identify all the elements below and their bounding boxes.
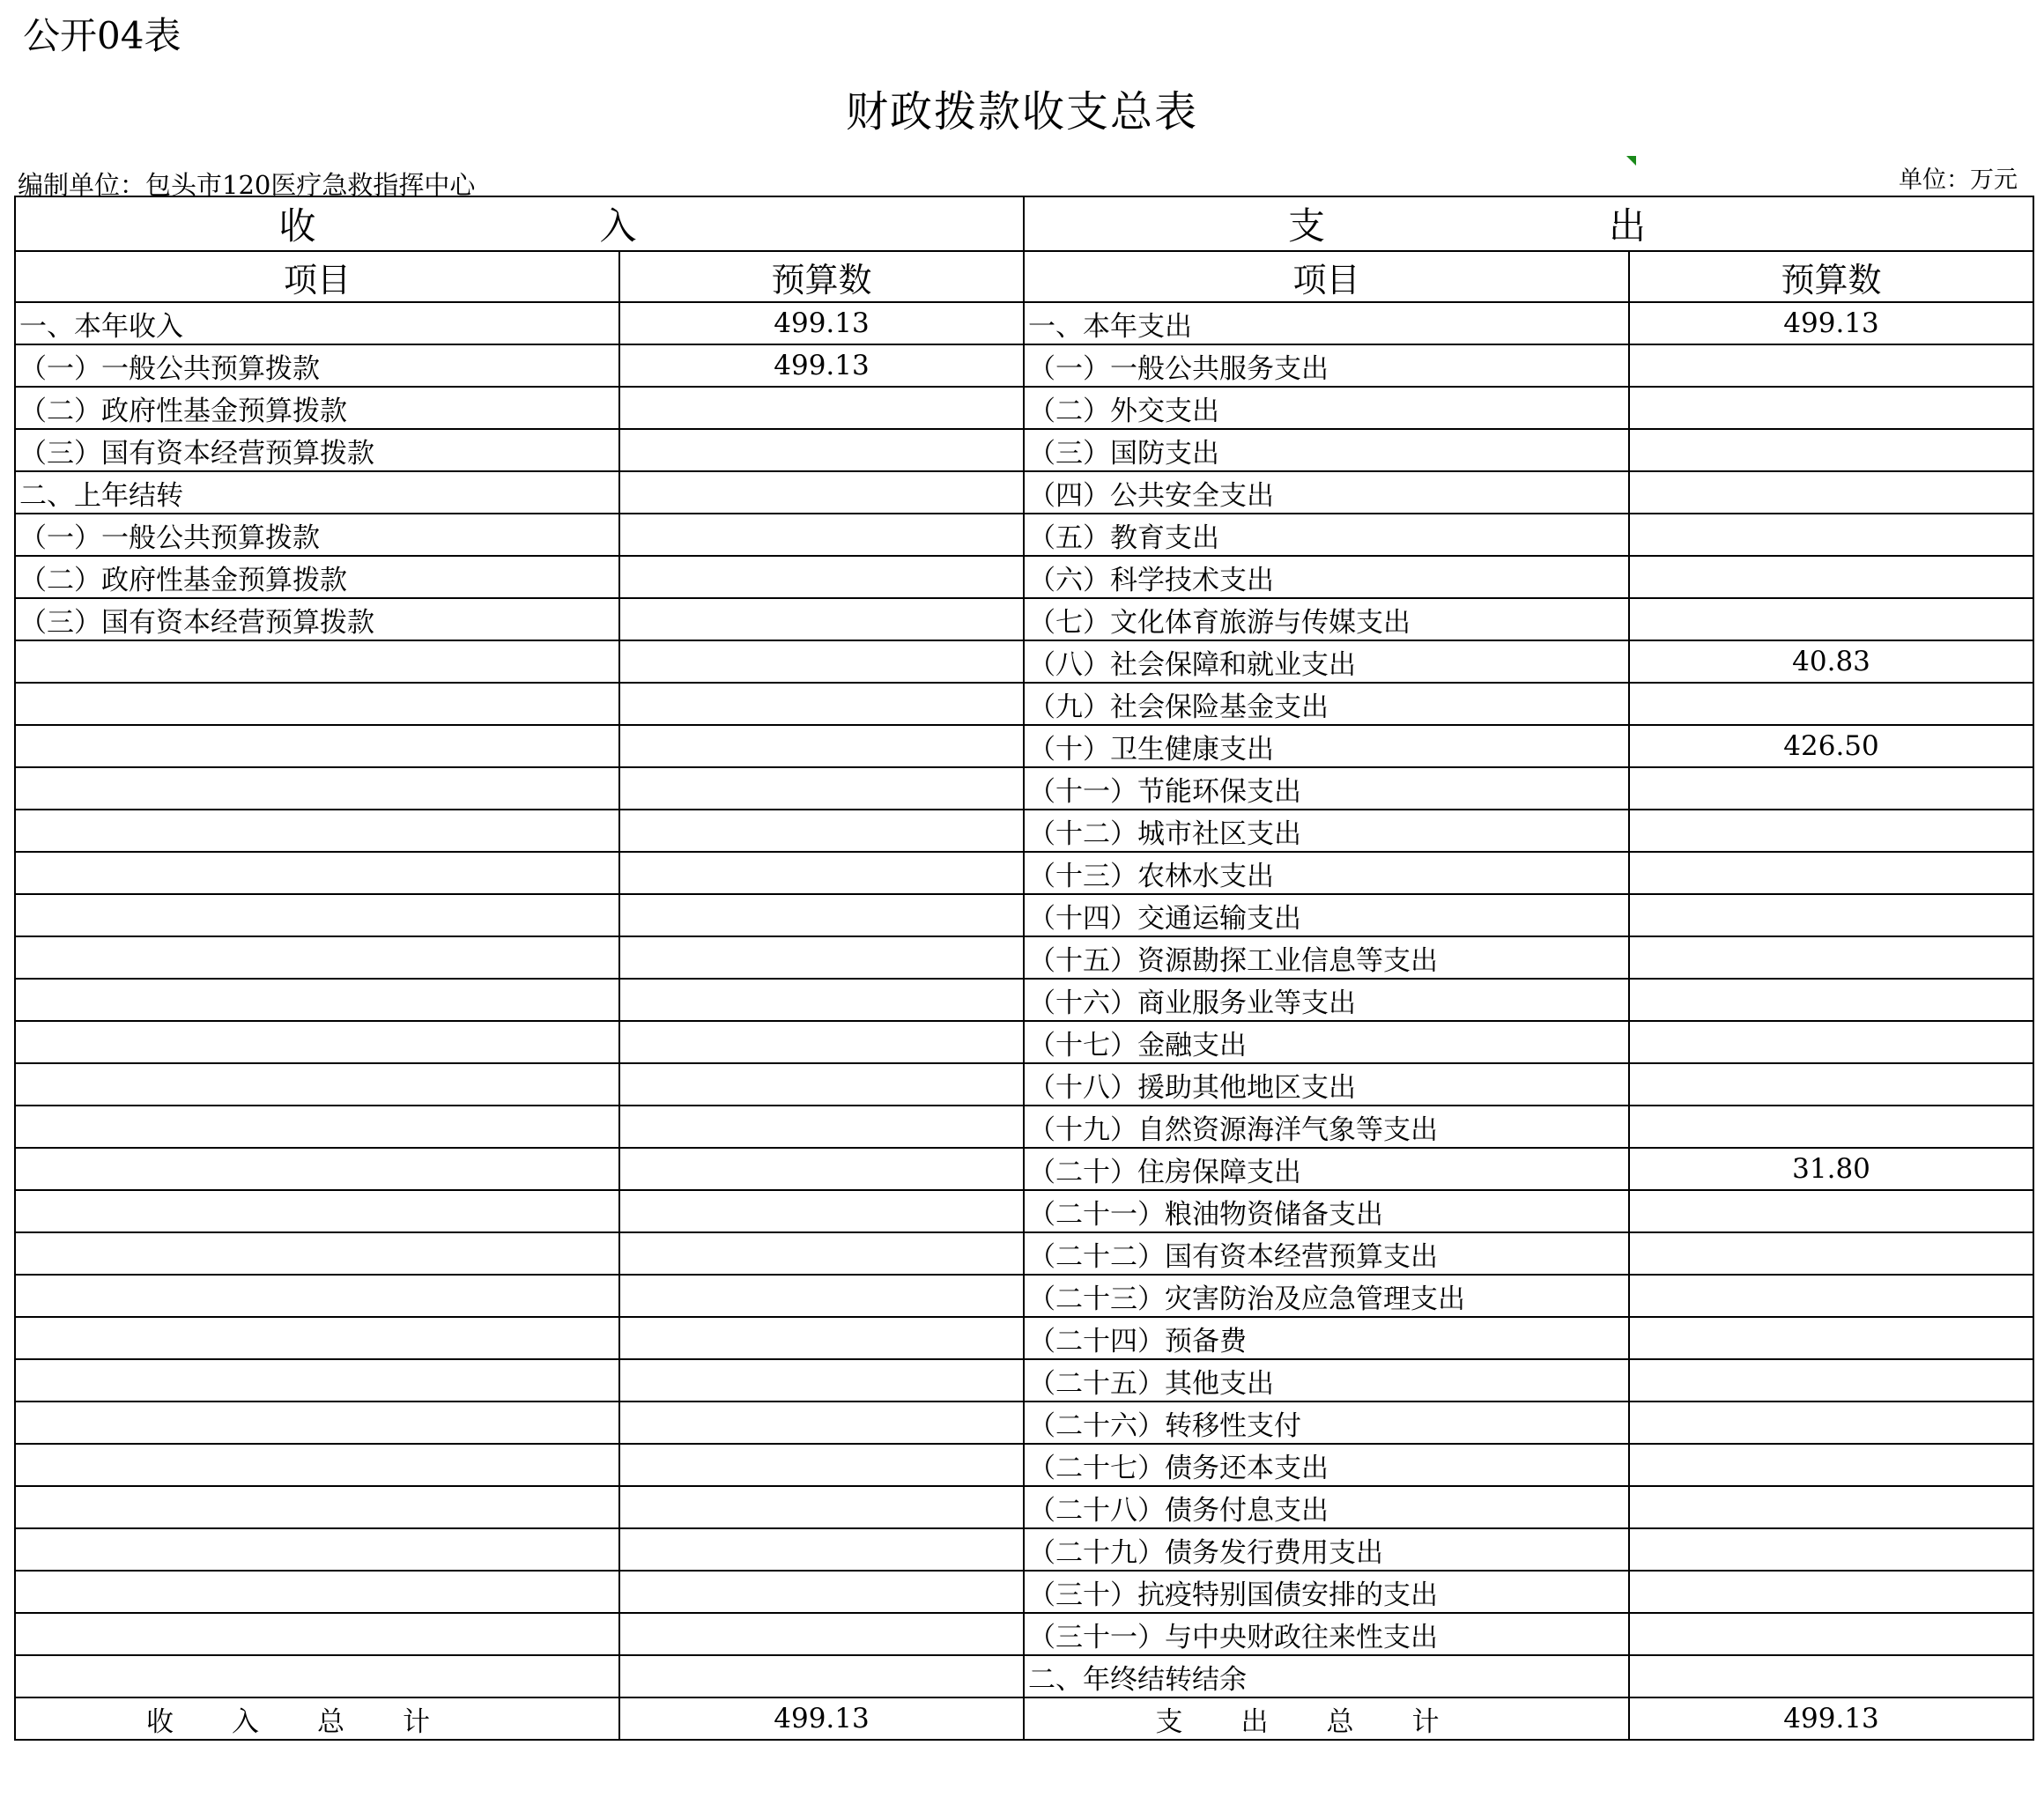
expense-item-cell: （二十七）债务还本支出 — [1024, 1444, 1629, 1486]
income-item-cell — [15, 1655, 619, 1697]
income-item-cell — [15, 1317, 619, 1359]
table-row — [15, 640, 2033, 683]
expense-budget-cell — [1629, 810, 2033, 852]
income-budget-cell — [619, 1444, 1024, 1486]
table-row — [15, 810, 2033, 852]
expense-budget-cell: 31.80 — [1629, 1148, 2033, 1190]
expense-item-cell: （二十六）转移性支付 — [1024, 1402, 1629, 1444]
expense-item-cell: （十九）自然资源海洋气象等支出 — [1024, 1106, 1629, 1148]
income-total-value-cell — [619, 1697, 1024, 1740]
income-item-cell: 一、本年收入 — [15, 302, 619, 344]
income-item-cell — [15, 979, 619, 1021]
expense-budget-cell — [1629, 1655, 2033, 1697]
unit-label: 单位：万元 — [1899, 166, 2018, 194]
income-section-header — [15, 196, 1024, 251]
table-row — [15, 852, 2033, 894]
income-item-cell — [15, 1486, 619, 1528]
expense-item-cell: （十四）交通运输支出 — [1024, 894, 1629, 936]
income-item-cell: （三）国有资本经营预算拨款 — [15, 429, 619, 471]
table-row — [15, 1402, 2033, 1444]
table-row — [15, 302, 2033, 344]
expense-item-cell: （二十）住房保障支出 — [1024, 1148, 1629, 1190]
income-budget-cell — [619, 556, 1024, 598]
income-budget-cell — [619, 725, 1024, 767]
income-item-cell: 二、上年结转 — [15, 471, 619, 514]
expense-item-cell: （二十五）其他支出 — [1024, 1359, 1629, 1402]
table-row — [15, 344, 2033, 387]
income-item-cell — [15, 1021, 619, 1063]
table-body — [15, 196, 2033, 1740]
expense-budget-cell — [1629, 1444, 2033, 1486]
income-budget-cell — [619, 1317, 1024, 1359]
table-row — [15, 1486, 2033, 1528]
expense-item-cell: （二十一）粮油物资储备支出 — [1024, 1190, 1629, 1232]
income-item-cell: （二）政府性基金预算拨款 — [15, 387, 619, 429]
expense-item-header: 项目 — [1024, 251, 1629, 302]
expense-budget-cell — [1629, 1402, 2033, 1444]
table-row — [15, 1359, 2033, 1402]
expense-budget-cell — [1629, 1317, 2033, 1359]
expense-item-cell: （七）文化体育旅游与传媒支出 — [1024, 598, 1629, 640]
table-row — [15, 1232, 2033, 1275]
expense-budget-cell — [1629, 1275, 2033, 1317]
expense-budget-cell — [1629, 936, 2033, 979]
expense-item-cell: 一、本年支出 — [1024, 302, 1629, 344]
table-row — [15, 1021, 2033, 1063]
expense-item-cell: （六）科学技术支出 — [1024, 556, 1629, 598]
table-row — [15, 979, 2033, 1021]
income-budget-cell — [619, 640, 1024, 683]
table-row — [15, 1613, 2033, 1655]
income-item-cell — [15, 1613, 619, 1655]
expense-budget-cell — [1629, 429, 2033, 471]
expense-budget-cell — [1629, 767, 2033, 810]
expense-budget-cell — [1629, 1359, 2033, 1402]
expense-budget-cell — [1629, 979, 2033, 1021]
income-budget-cell — [619, 1190, 1024, 1232]
income-budget-cell: 499.13 — [619, 344, 1024, 387]
expense-budget-cell — [1629, 344, 2033, 387]
expense-budget-cell: 499.13 — [1629, 302, 2033, 344]
income-item-cell — [15, 1063, 619, 1106]
income-budget-cell — [619, 1359, 1024, 1402]
expense-item-cell: （十）卫生健康支出 — [1024, 725, 1629, 767]
income-item-cell — [15, 1571, 619, 1613]
income-item-cell — [15, 936, 619, 979]
expense-budget-cell — [1629, 1486, 2033, 1528]
income-item-cell: （三）国有资本经营预算拨款 — [15, 598, 619, 640]
expense-budget-cell — [1629, 683, 2033, 725]
expense-budget-header: 预算数 — [1629, 251, 2033, 302]
income-item-cell — [15, 1106, 619, 1148]
expense-item-cell: （三十一）与中央财政往来性支出 — [1024, 1613, 1629, 1655]
table-row — [15, 1571, 2033, 1613]
org-label: 编制单位：包头市120医疗急救指挥中心 — [18, 170, 476, 200]
income-budget-cell — [619, 852, 1024, 894]
income-budget-cell — [619, 1106, 1024, 1148]
income-budget-cell — [619, 1232, 1024, 1275]
income-budget-cell — [619, 1021, 1024, 1063]
expense-budget-cell: 40.83 — [1629, 640, 2033, 683]
expense-total-value-cell — [1629, 1697, 2033, 1740]
income-item-cell — [15, 1190, 619, 1232]
expense-budget-cell — [1629, 1528, 2033, 1571]
income-item-cell — [15, 852, 619, 894]
income-budget-cell — [619, 767, 1024, 810]
table-row — [15, 1528, 2033, 1571]
income-total-label: 收入总计 — [146, 1705, 488, 1738]
expense-budget-cell — [1629, 852, 2033, 894]
expense-item-cell: （一）一般公共服务支出 — [1024, 344, 1629, 387]
expense-budget-cell — [1629, 471, 2033, 514]
income-item-header: 项目 — [15, 251, 619, 302]
income-item-cell — [15, 1359, 619, 1402]
income-item-cell — [15, 1528, 619, 1571]
income-budget-cell — [619, 1148, 1024, 1190]
expense-budget-cell — [1629, 1232, 2033, 1275]
expense-item-cell: （十八）援助其他地区支出 — [1024, 1063, 1629, 1106]
table-row — [15, 514, 2033, 556]
table-row — [15, 1106, 2033, 1148]
income-budget-cell — [619, 894, 1024, 936]
income-budget-cell — [619, 1063, 1024, 1106]
income-budget-cell — [619, 598, 1024, 640]
expense-item-cell: （五）教育支出 — [1024, 514, 1629, 556]
income-budget-cell — [619, 1528, 1024, 1571]
expense-budget-cell — [1629, 1106, 2033, 1148]
table-row — [15, 556, 2033, 598]
expense-budget-cell — [1629, 894, 2033, 936]
income-budget-cell: 499.13 — [619, 302, 1024, 344]
table-row — [15, 471, 2033, 514]
table-row — [15, 1063, 2033, 1106]
expense-section-label: 支 出 — [1288, 204, 1770, 248]
table-row — [15, 1317, 2033, 1359]
income-budget-cell — [619, 810, 1024, 852]
income-item-cell — [15, 810, 619, 852]
expense-item-cell: （十二）城市社区支出 — [1024, 810, 1629, 852]
column-header-row — [15, 251, 2033, 302]
income-budget-cell — [619, 979, 1024, 1021]
expense-budget-cell — [1629, 387, 2033, 429]
income-item-cell — [15, 1275, 619, 1317]
income-budget-cell — [619, 683, 1024, 725]
expense-item-cell: （二十四）预备费 — [1024, 1317, 1629, 1359]
expense-budget-cell — [1629, 1571, 2033, 1613]
income-total-value: 499.13 — [774, 1703, 870, 1734]
income-budget-cell — [619, 429, 1024, 471]
table-row — [15, 429, 2033, 471]
table-row — [15, 1190, 2033, 1232]
income-item-cell: （一）一般公共预算拨款 — [15, 514, 619, 556]
table-row — [15, 387, 2033, 429]
income-section-label: 收 入 — [278, 204, 760, 248]
income-item-cell — [15, 1232, 619, 1275]
expense-total-value: 499.13 — [1783, 1703, 1879, 1734]
expense-item-cell: （三十）抗疫特别国债安排的支出 — [1024, 1571, 1629, 1613]
expense-item-cell: （十三）农林水支出 — [1024, 852, 1629, 894]
income-budget-cell — [619, 1275, 1024, 1317]
table-row — [15, 767, 2033, 810]
expense-item-cell: （九）社会保险基金支出 — [1024, 683, 1629, 725]
income-item-cell — [15, 767, 619, 810]
form-code: 公开04表 — [23, 14, 181, 57]
income-item-cell: （二）政府性基金预算拨款 — [15, 556, 619, 598]
expense-budget-cell — [1629, 556, 2033, 598]
table-row — [15, 1275, 2033, 1317]
table-row — [15, 598, 2033, 640]
expense-total-label: 支出总计 — [1155, 1705, 1498, 1738]
expense-item-cell: （二十二）国有资本经营预算支出 — [1024, 1232, 1629, 1275]
income-budget-cell — [619, 1571, 1024, 1613]
income-budget-header: 预算数 — [619, 251, 1024, 302]
expense-budget-cell — [1629, 1613, 2033, 1655]
expense-item-cell: （二十八）债务付息支出 — [1024, 1486, 1629, 1528]
table-row — [15, 1444, 2033, 1486]
income-item-cell — [15, 1148, 619, 1190]
table-row — [15, 683, 2033, 725]
income-budget-cell — [619, 936, 1024, 979]
income-budget-cell — [619, 387, 1024, 429]
income-total-label-cell — [15, 1697, 619, 1740]
income-item-cell: （一）一般公共预算拨款 — [15, 344, 619, 387]
income-budget-cell — [619, 1613, 1024, 1655]
expense-budget-cell — [1629, 1021, 2033, 1063]
expense-item-cell: （四）公共安全支出 — [1024, 471, 1629, 514]
expense-total-label-cell — [1024, 1697, 1629, 1740]
income-item-cell — [15, 640, 619, 683]
table-row — [15, 894, 2033, 936]
income-budget-cell — [619, 471, 1024, 514]
total-row — [15, 1697, 2033, 1740]
income-item-cell — [15, 1444, 619, 1486]
budget-table — [14, 196, 2034, 1741]
table-row — [15, 936, 2033, 979]
expense-section-header — [1024, 196, 2033, 251]
table-row — [15, 725, 2033, 767]
expense-item-cell: （二十三）灾害防治及应急管理支出 — [1024, 1275, 1629, 1317]
expense-budget-cell — [1629, 598, 2033, 640]
table-row — [15, 1655, 2033, 1697]
income-item-cell — [15, 725, 619, 767]
expense-budget-cell: 426.50 — [1629, 725, 2033, 767]
income-item-cell — [15, 894, 619, 936]
expense-budget-cell — [1629, 1063, 2033, 1106]
income-budget-cell — [619, 514, 1024, 556]
expense-item-cell: 二、年终结转结余 — [1024, 1655, 1629, 1697]
expense-item-cell: （八）社会保障和就业支出 — [1024, 640, 1629, 683]
expense-item-cell: （二十九）债务发行费用支出 — [1024, 1528, 1629, 1571]
expense-item-cell: （十六）商业服务业等支出 — [1024, 979, 1629, 1021]
expense-budget-cell — [1629, 514, 2033, 556]
income-item-cell — [15, 1402, 619, 1444]
expense-item-cell: （十五）资源勘探工业信息等支出 — [1024, 936, 1629, 979]
income-item-cell — [15, 683, 619, 725]
expense-item-cell: （十一）节能环保支出 — [1024, 767, 1629, 810]
expense-item-cell: （三）国防支出 — [1024, 429, 1629, 471]
expense-budget-cell — [1629, 1190, 2033, 1232]
section-header-row — [15, 196, 2033, 251]
income-budget-cell — [619, 1486, 1024, 1528]
income-budget-cell — [619, 1655, 1024, 1697]
income-budget-cell — [619, 1402, 1024, 1444]
expense-item-cell: （十七）金融支出 — [1024, 1021, 1629, 1063]
table-row — [15, 1148, 2033, 1190]
expense-item-cell: （二）外交支出 — [1024, 387, 1629, 429]
cell-comment-marker-icon — [1626, 156, 1636, 166]
page-title: 财政拨款收支总表 — [845, 87, 1198, 137]
